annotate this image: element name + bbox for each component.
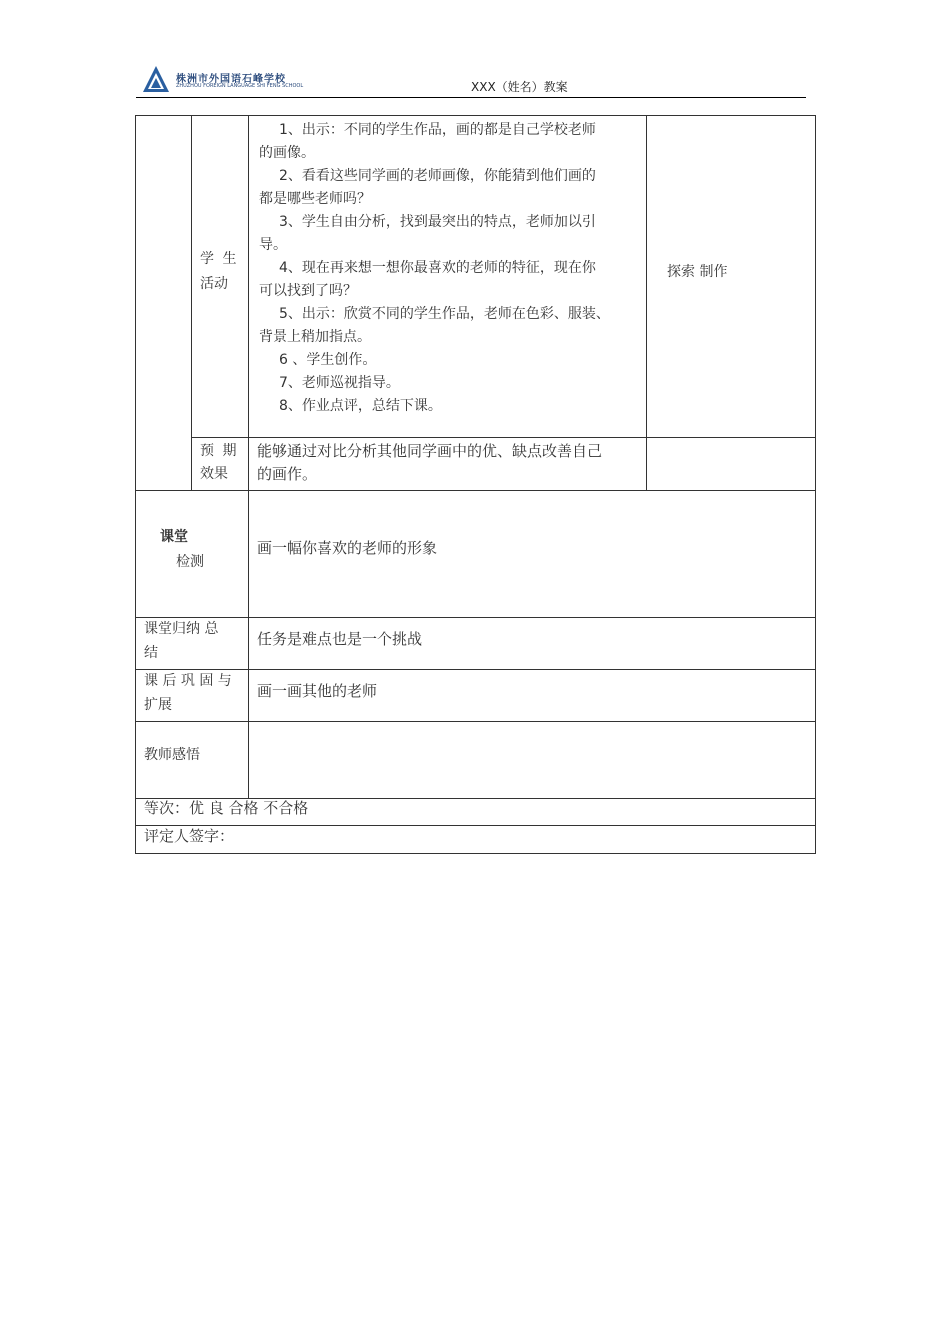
expected-effect-line-2: 的画作。 [257, 465, 318, 483]
page-header [136, 62, 806, 98]
summary-label-1: 课堂归纳 总 [144, 621, 219, 637]
header-divider [136, 97, 806, 98]
expected-effect-line-1: 能够通过对比分析其他同学画中的优、缺点改善自己 [257, 442, 603, 460]
classroom-check-label-1: 课堂 [160, 529, 188, 545]
expected-effect-label-1: 预 期 [200, 443, 239, 459]
classroom-check-label-2: 检测 [176, 554, 204, 570]
summary-content-cell [248, 617, 816, 670]
student-activity-label-1: 学 生 [200, 251, 239, 267]
summary-label-cell [135, 617, 249, 670]
summary-content: 任务是难点也是一个挑战 [257, 630, 423, 648]
reflection-content-cell [248, 721, 816, 799]
extension-content-cell [248, 669, 816, 722]
signature-text: 评定人签字： [144, 827, 235, 845]
expected-effect-label-2: 效果 [200, 466, 228, 482]
school-name-en: ZHUZHOU FOREIGN LANGUAGE SHI FENG SCHOOL [176, 83, 304, 89]
activity-line: 7、老师巡视指导。 [279, 375, 400, 391]
extension-label-cell [135, 669, 249, 722]
school-logo-icon [142, 65, 170, 93]
extension-label-2: 扩展 [144, 697, 172, 713]
classroom-check-content: 画一幅你喜欢的老师的形象 [257, 539, 438, 557]
student-activity-note-cell [646, 115, 816, 438]
activity-line: 的画像。 [259, 145, 315, 161]
classroom-check-label-cell [135, 490, 249, 618]
extension-label-1: 课 后 巩 固 与 [144, 673, 232, 689]
activity-line: 可以找到了吗？ [259, 283, 357, 299]
expected-effect-label-cell [191, 437, 249, 491]
signature-cell [135, 825, 816, 854]
expected-effect-note-cell [646, 437, 816, 491]
left-empty-cell [135, 115, 192, 491]
extension-content: 画一画其他的老师 [257, 682, 378, 700]
activity-line: 8、作业点评，总结下课。 [279, 398, 442, 414]
classroom-check-content-cell [248, 490, 816, 618]
expected-effect-content-cell [248, 437, 647, 491]
activity-line: 3、学生自由分析，找到最突出的特点，老师加以引 [279, 214, 596, 230]
activity-line: 4、现在再来想一想你最喜欢的老师的特征，现在你 [279, 260, 596, 276]
grade-cell [135, 798, 816, 826]
activity-line: 背景上稍加指点。 [259, 329, 371, 345]
document-title: XXX（姓名）教案 [471, 80, 568, 94]
student-activity-label-cell [191, 115, 249, 438]
student-activity-label-2: 活动 [200, 276, 228, 292]
activity-line: 导。 [259, 237, 287, 253]
activity-line: 2、看看这些同学画的老师画像，你能猜到他们画的 [279, 168, 596, 184]
activity-line: 1、出示：不同的学生作品，画的都是自己学校老师 [279, 122, 596, 138]
activity-line: 5、出示：欣赏不同的学生作品，老师在色彩、服装、 [279, 306, 610, 322]
activity-line: 都是哪些老师吗？ [259, 191, 371, 207]
grade-text: 等次：优 良 合格 不合格 [144, 799, 309, 817]
activity-line: 6 、学生创作。 [279, 352, 377, 368]
reflection-label-cell [135, 721, 249, 799]
activity-note: 探索 制作 [667, 264, 728, 280]
summary-label-2: 结 [144, 645, 158, 661]
reflection-label: 教师感悟 [144, 747, 200, 763]
student-activity-content-cell [248, 115, 647, 438]
school-name-cn: 株洲市外国语石峰学校 [176, 74, 286, 85]
